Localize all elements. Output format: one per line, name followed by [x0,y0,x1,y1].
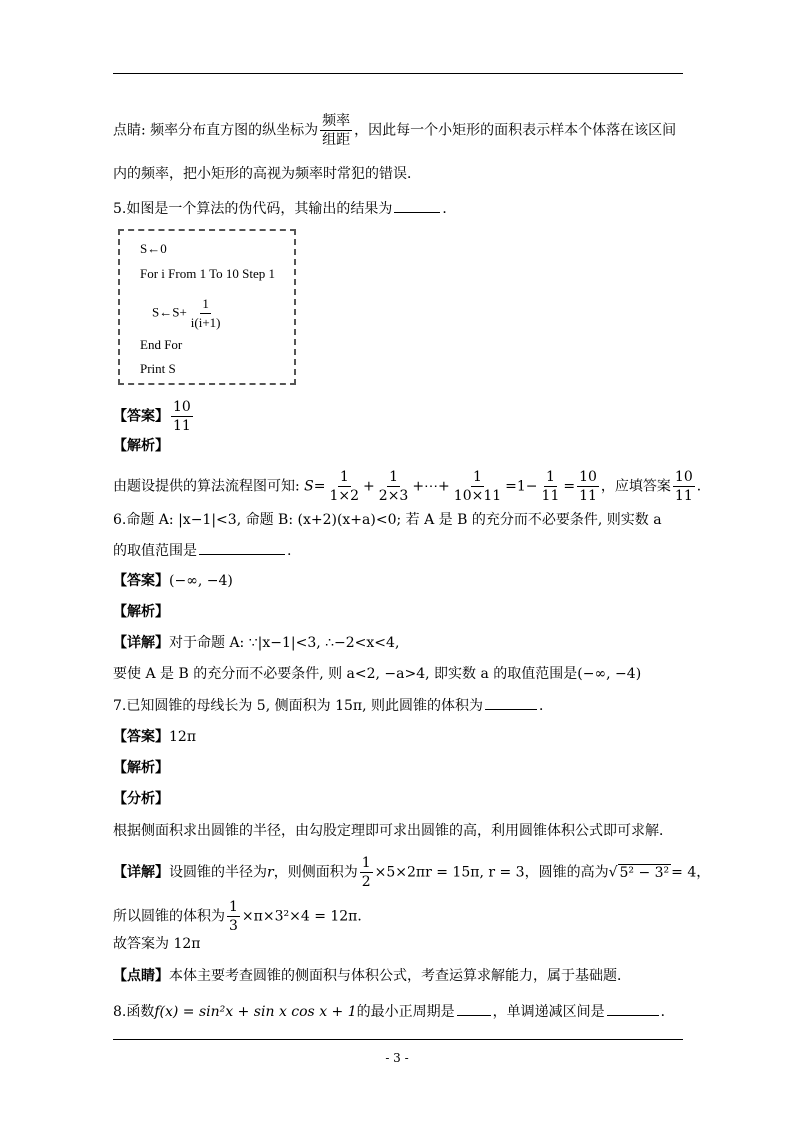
term-3 [452,468,503,505]
frac-den: i(i+1) [190,315,221,330]
q5-answer [113,398,195,435]
q7-note [113,966,631,986]
question-8-text: ，单调递减区间是 [492,1004,605,1020]
code-line-2: For i From 1 To 10 Step 1 [140,266,276,281]
term-6 [673,468,695,505]
frac-num: 1 [200,295,211,314]
question-6-text: 的取值范围是 [113,543,197,559]
answer-label: 【答案】 [113,573,169,589]
footer-rule [113,1039,683,1040]
frac-num: 10 [579,469,597,485]
frac-num: 1 [339,469,349,485]
answer-blank [199,540,285,555]
math-expr: ×π×3²×4 = 12π [241,908,358,925]
answer-label: 【答案】 [113,408,169,425]
frac-den: 11 [674,488,693,504]
code-line-4: End For [140,337,183,352]
detail-text: ，则侧面积为 [273,864,358,881]
question-8-text: 的最小正周期是 [356,1004,455,1020]
page-number: - 3 - [385,1051,409,1065]
q7-fenxi: 根据侧面积求出圆锥的半径，由勾股定理即可求出圆锥的高，利用圆锥体积公式即可求解． [113,823,673,839]
frac-num: 10 [173,399,191,415]
term-5 [577,468,599,505]
q6-answer [113,571,233,591]
q7-analysis-label: 【解析】 [113,760,169,776]
code-line-5: Print S [140,361,176,376]
answer-value: (−∞, −4) [169,573,233,589]
note-label: 【点睛】 [113,968,169,984]
frac-den: 1×2 [329,488,360,504]
note-paragraph-line1 [113,112,676,149]
punct: ． [357,908,372,925]
op: = [563,478,576,495]
solution-text: ，应填答案 [600,478,671,495]
question-6-line2 [113,540,291,561]
function-expr: f(x) = sin²x + sin x cos x + 1 [154,1004,357,1020]
fraction-frequency-over-width [320,112,352,149]
fraction-half [360,854,373,891]
punct: ， [696,864,711,881]
question-5 [113,198,456,219]
frac-num: 1 [229,899,238,915]
q5-solution [113,468,711,505]
frac-num: 1 [473,469,482,485]
term-2 [377,468,411,505]
sqrt-body: 5² − 3² [619,864,670,881]
punct: ． [696,478,711,495]
q7-final: 故答案为 12π [113,936,201,952]
op: +⋯+ [412,478,450,495]
punct: ． [538,698,553,714]
op: + [363,478,375,495]
answer-label: 【答案】 [113,729,169,745]
frac-den: 11 [579,488,597,504]
detail-text: 设圆锥的半径为 [169,864,267,881]
frac-den: 2×3 [378,488,409,504]
var-r: r [267,864,274,881]
detail-text: ，圆锥的高为 [524,864,609,881]
answer-blank-interval [607,1001,659,1016]
frac-den: 11 [541,488,560,504]
q6-detail2: 要使 A 是 B 的充分而不必要条件, 则 a<2, −a>4, 即实数 a 的取值范围是(−∞, −4) [113,666,642,682]
code-fraction [189,295,223,332]
code-assign: S←S+ [152,304,187,320]
frac-den: 3 [229,918,238,934]
q6-analysis-label: 【解析】 [113,604,169,620]
note-text-suffix: ，因此每一个小矩形的面积表示样本个体落在该区间 [354,122,677,139]
frac-den: 10×11 [453,488,502,504]
term-4 [540,468,562,505]
frac-den: 组距 [322,132,351,148]
question-8 [113,1001,675,1022]
op: =1− [505,478,538,495]
math-expr: ×5×2πr = 15π, r = 3 [374,864,525,881]
solution-text: 由题设提供的算法流程图可知: [113,478,300,495]
question-7-text: 7.已知圆锥的母线长为 5, 侧面积为 15π, 则此圆锥的体积为 [113,698,483,714]
question-8-text: 8.函数 [113,1004,155,1020]
note-text: 本体主要考查圆锥的侧面积与体积公式，考查运算求解能力，属于基础题． [169,968,631,984]
answer-blank-period [457,1001,491,1016]
answer-fraction [171,398,193,435]
code-line-1: S←0 [140,241,167,256]
q7-detail [113,854,710,891]
frac-num: 1 [545,469,555,485]
answer-blank [485,695,537,710]
question-5-text: 5.如图是一个算法的伪代码，其输出的结果为 [113,201,393,217]
pseudocode-box [118,229,296,385]
frac-num: 1 [361,855,371,871]
frac-den: 2 [361,874,371,890]
q5-analysis-label: 【解析】 [113,438,169,454]
math-expr: = 4 [671,864,697,881]
q7-answer [113,727,196,747]
q7-volume [113,898,371,935]
detail-text: 对于命题 A: ∵|x−1|<3, ∴−2<x<4, [169,635,400,651]
frac-num: 1 [389,469,399,485]
question-6-line1: 6.命题 A: |x−1|<3, 命题 B: (x+2)(x+a)<0; 若 A 是 B 的充分而不必要条件, 则实数 a [113,512,662,528]
header-rule [113,73,683,74]
detail-text: 所以圆锥的体积为 [113,908,225,925]
answer-blank [394,198,440,213]
frac-num: 10 [674,469,693,485]
sqrt-sign: √ [608,864,618,881]
frac-num: 频率 [322,113,351,129]
detail-label: 【详解】 [113,635,169,651]
question-7 [113,695,553,716]
q6-detail [113,633,399,653]
punct: . [287,543,292,559]
term-1 [328,468,362,505]
code-line-3 [152,295,225,332]
op: = [313,478,326,495]
fraction-third [227,898,240,935]
q7-fenxi-label: 【分析】 [113,791,169,807]
var-S: S [304,478,314,495]
note-paragraph-line2: 内的频率，把小矩形的高视为频率时常犯的错误． [113,166,421,182]
answer-value: 12π [169,729,197,745]
punct: ． [660,1004,675,1020]
detail-label: 【详解】 [113,864,169,881]
punct: ． [442,201,457,217]
note-text: 点睛: 频率分布直方图的纵坐标为 [113,122,319,139]
frac-den: 11 [173,418,191,434]
